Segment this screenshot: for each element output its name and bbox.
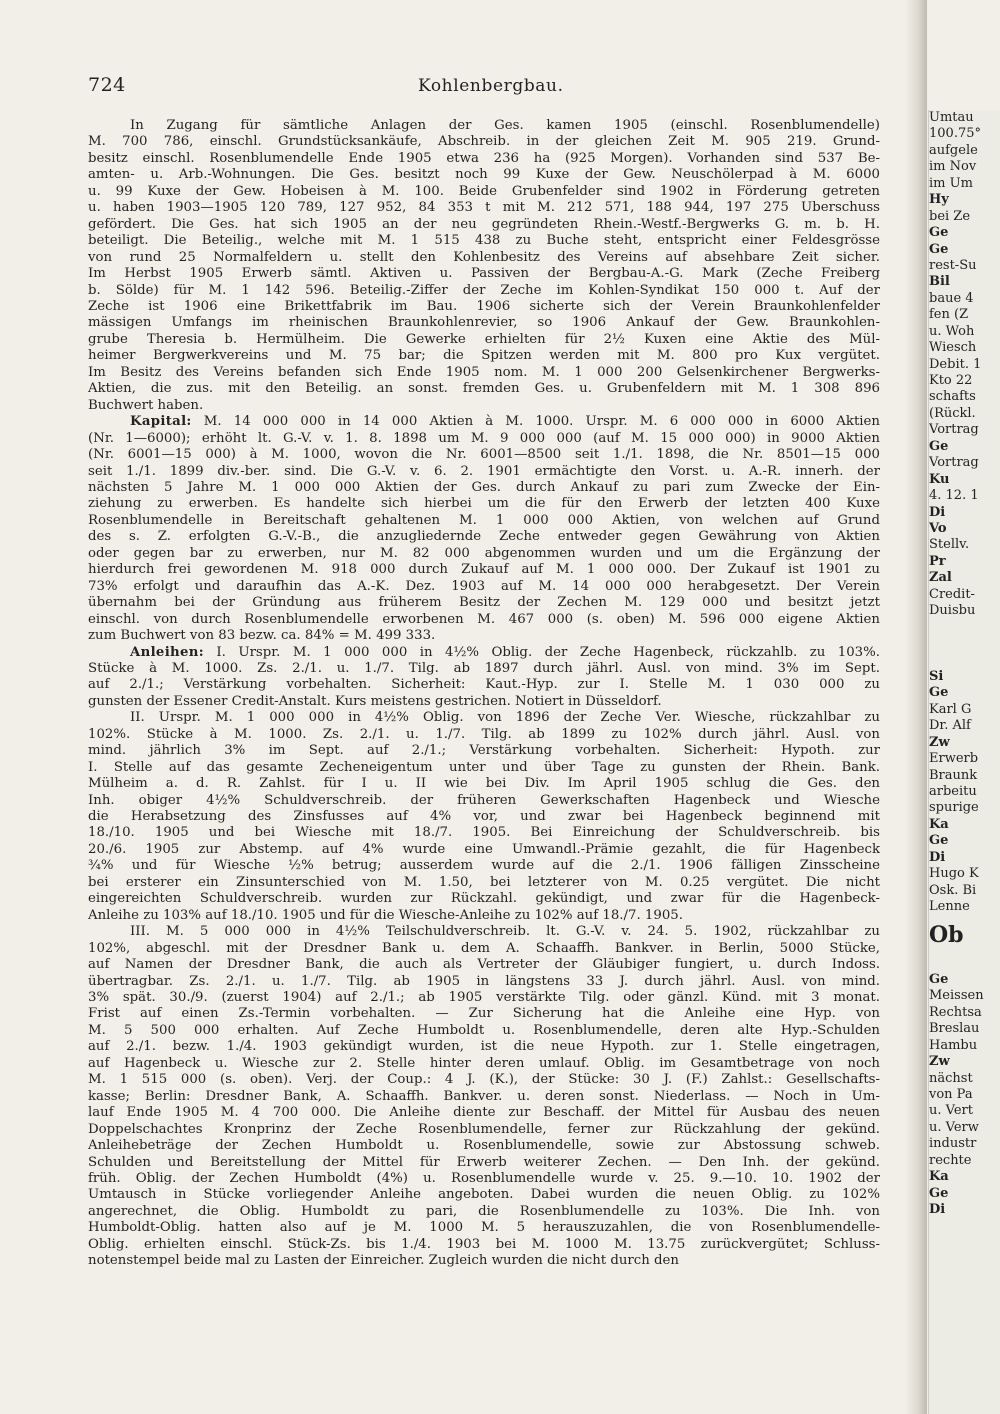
line-text: Doppelschachtes Kronprinz der Zeche Rosenblumendelle, ferner zur Rückzahlung der gekünd. (88, 1121, 880, 1137)
line-text: u. 99 Kuxe der Gew. Hobeisen à M. 100. Beide Grubenfelder sind 1902 in Förderung getreten (88, 183, 880, 199)
strip-line: im Um (929, 175, 973, 191)
strip-line (929, 636, 1000, 652)
strip-line: Di (929, 849, 946, 865)
page-gutter-fold (905, 0, 927, 1414)
line-text: Mülheim a. d. R. Zahlst. für I u. II wie bei Div. Im April 1905 schlug die Ges. den (88, 776, 880, 792)
text-line (88, 1006, 880, 1022)
line-text: Oblig. erhielten einschl. Stück-Zs. bis 1./4. 1903 bei M. 1000 M. 13.75 zurückvergütet; Schluss- (88, 1236, 880, 1252)
text-line (88, 233, 880, 249)
page-header (88, 74, 918, 100)
strip-line: Ge (929, 685, 949, 701)
strip-line: u. Woh (929, 323, 975, 339)
line-text: Aktien, die zus. mit den Beteilig. an sonst. fremden Ges. u. Grubenfeldern mit M. 1 308 896 (88, 381, 880, 397)
text-line (88, 496, 880, 512)
text-line (88, 283, 880, 299)
line-text: b. Sölde) für M. 1 142 596. Beteilig.-Ziffer der Zeche im Kohlen-Syndikat 150 000 t. Auf der (88, 282, 880, 298)
paragraph (88, 414, 880, 644)
text-line (88, 118, 880, 134)
strip-line: Lenne (929, 899, 970, 914)
line-text: Im Besitz des Vereins befanden sich Ende 1905 nom. M. 1 000 200 Gelsenkirchener Bergwerks- (88, 364, 880, 380)
text-line (88, 825, 880, 841)
strip-line: Ge (929, 225, 949, 241)
page-number: 724 (88, 74, 126, 96)
text-line (88, 365, 880, 381)
strip-line: Rechtsa (929, 1004, 982, 1020)
text-line (88, 924, 880, 940)
line-text: u. haben 1903—1905 120 789, 127 952, 84 353 t mit M. 212 571, 188 944, 197 275 Überschuss (88, 200, 880, 216)
line-text: lauf Ende 1905 M. 4 700 000. Die Anleihe diente zur Beschaff. der Mittel für Ausbau des neuen (88, 1105, 880, 1121)
line-text: nächsten 5 Jahre M. 1 000 000 Aktien der Ges. durch Ankauf zu pari zum Zwecke der Ein- (88, 479, 880, 495)
line-text: I. Stelle auf das gesamte Zecheneigentum unter und über Tage zu gunsten der Rhein. Bank. (88, 759, 880, 775)
paragraph (88, 645, 880, 711)
main-text-column (88, 118, 880, 1270)
line-text: die Herabsetzung des Zinsfusses auf 4% vor, und zwar bei Hagenbeck beginnend mit (88, 809, 880, 825)
line-text: Frist auf einen Zs.-Termin vorbehalten. — Zur Sicherung hat die Anleihe eine Hyp. von (88, 1006, 880, 1022)
line-text: 102%. Stücke à M. 1000. Zs. 2./1. u. 1./7. Tilg. ab 1899 zu 102% durch jährl. Ausl. von (88, 726, 880, 742)
text-line (88, 1187, 880, 1203)
line-text: Anleihebeträge der Zechen Humboldt u. Rosenblumendelle, sowie zur Abstossung schweb. (88, 1138, 880, 1154)
strip-line: Hambu (929, 1037, 978, 1053)
text-line (88, 447, 880, 463)
line-text: von rund 25 Normalfeldern u. stellt den Kohlenbesitz des Vereins auf absehbare Zeit sicher. (88, 249, 880, 265)
strip-line: (Rückl. (929, 405, 976, 421)
line-text: III. M. 5 000 000 in 4½% Teilschuldverschreib. lt. G.-V. v. 24. 5. 1902, rückzahlbar zu (130, 924, 880, 940)
text-line (88, 645, 880, 661)
line-text: Anleihe zu 103% auf 18./10. 1905 und für die Wiesche-Anleihe zu 102% auf 18./7. 1905. (88, 907, 683, 923)
strip-line: aufgele (929, 142, 978, 158)
running-title: Kohlenbergbau. (418, 76, 564, 96)
text-line (88, 464, 880, 480)
text-line (88, 217, 880, 233)
line-text: gunsten der Essener Credit-Anstalt. Kurs meistens gestrichen. Notiert in Düsseldorf. (88, 693, 662, 709)
strip-line: Debit. 1 (929, 356, 982, 372)
strip-line: Erwerb (929, 751, 979, 767)
text-line (88, 480, 880, 496)
line-text: besitz einschl. Rosenblumendelle Ende 1905 etwa 236 ha (925 Morgen). Vorhanden sind 537 Be- (88, 150, 880, 166)
line-text: des s. Z. erfolgten G.-V.-B., die anzugliedernde Zeche entweder gegen Gewährung von Aktien (88, 529, 880, 545)
strip-line: Ge (929, 438, 949, 454)
line-text: Humboldt-Oblig. hatten also auf je M. 1000 M. 5 herauszuzahlen, die von Rosenblumendelle- (88, 1220, 880, 1236)
text-line (88, 661, 880, 677)
strip-line: u. Vert (929, 1103, 973, 1119)
line-text: In Zugang für sämtliche Anlagen der Ges. kamen 1905 (einschl. Rosenblumendelle) (130, 118, 880, 133)
line-text: oder gegen bar zu erwerben, nur M. 82 000 abgenommen wurden und um die Ergänzung der (88, 545, 880, 561)
text-line (88, 348, 880, 364)
line-text: Schulden und Bereitstellung der Mittel für Erwerb weiterer Zechen. — Den Inh. der gekünd. (88, 1154, 880, 1170)
strip-line: Kto 22 (929, 373, 973, 388)
text-line (88, 1105, 880, 1121)
text-line (88, 908, 880, 924)
line-text: 102%, abgeschl. mit der Dresdner Bank u. dem A. Schaaffh. Bankver. in Berlin, 5000 Stücke, (88, 940, 880, 956)
text-line (88, 1138, 880, 1154)
section-label: Kapital: (130, 414, 192, 430)
line-text: Zeche ist 1906 eine Brikettfabrik im Bau. 1906 sicherte sich der Verein Braunkohlenfelder (88, 298, 880, 314)
strip-line: nächst (929, 1070, 973, 1086)
text-line (88, 957, 880, 973)
strip-line (929, 955, 1000, 971)
text-line (88, 694, 880, 710)
text-line (88, 332, 880, 348)
line-text: auf 2./1. bezw. 1./4. 1903 gekündigt wurden, ist die neue Hypoth. zur 1. Stelle eingetragen, (88, 1039, 880, 1055)
text-line (88, 299, 880, 315)
text-line (88, 776, 880, 792)
strip-line: u. Verw (929, 1119, 979, 1135)
strip-line: rechte (929, 1152, 972, 1168)
strip-line: Credit- (929, 586, 975, 602)
line-text: Buchwert haben. (88, 397, 204, 413)
line-text: ziehung zu erwerben. Es handelte sich hierbei um die für den Erwerb der letzten 400 Kuxe (88, 496, 880, 512)
section-label: Anleihen: (130, 644, 204, 660)
text-line (88, 974, 880, 990)
paragraph (88, 710, 880, 924)
text-line (88, 579, 880, 595)
text-line (88, 990, 880, 1006)
strip-line: Di (929, 504, 946, 520)
strip-line: Vo (929, 520, 947, 536)
text-line (88, 134, 880, 150)
strip-line: Si (929, 668, 944, 684)
line-text: mässigen Umfangs im rheinischen Braunkohlenrevier, so 1906 Ankauf der Gew. Braunkohlen- (88, 315, 880, 331)
text-line (88, 562, 880, 578)
line-text: mind. jährlich 3% im Sept. auf 2./1.; Verstärkung vorbehalten. Sicherheit: Hypoth. zur (88, 743, 880, 759)
line-text: einschl. von durch Rosenblumendelle erworbenen M. 467 000 (s. oben) M. 596 000 eigene Aktien (88, 611, 880, 627)
line-text: Umtausch in Stücke vorliegender Anleihe angeboten. Dabei wurden die neuen Oblig. zu 102% (88, 1187, 880, 1203)
text-line (88, 628, 880, 644)
line-text: Inh. obiger 4½% Schuldverschreib. der früheren Gewerkschaften Hagenbeck und Wiesche (88, 792, 880, 808)
text-line (88, 151, 880, 167)
strip-line: Braunk (929, 767, 978, 783)
strip-line: von Pa (929, 1086, 973, 1102)
line-text: M. 5 500 000 erhalten. Auf Zeche Humboldt u. Rosenblumendelle, deren alte Hyp.-Schulden (88, 1022, 880, 1038)
strip-line: baue 4 (929, 290, 974, 306)
line-text: amten- u. Arb.-Wohnungen. Die Ges. besitzt noch 99 Kuxe der Gew. Neuschölerpad à M. 6000 (88, 167, 880, 183)
text-line (88, 793, 880, 809)
strip-line: Dr. Alf (929, 718, 971, 734)
strip-line: Bil (929, 274, 950, 290)
line-text: früh. Oblig. der Zechen Humboldt (4%) u. Rosenblumendelle wurde v. 25. 9.—10. 10. 1902 der (88, 1171, 880, 1186)
text-line (88, 1023, 880, 1039)
text-line (88, 677, 880, 693)
text-line (88, 1237, 880, 1253)
text-line (88, 1089, 880, 1105)
line-text: gefördert. Die Ges. hat sich 1905 an der neu gegründeten Rhein.-Westf.-Bergwerks G. m. b. H. (88, 216, 880, 232)
strip-line: Ob (929, 922, 964, 949)
strip-line: arbeitu (929, 783, 977, 799)
text-line (88, 875, 880, 891)
line-text: übernahm bei der Gründung aus früherem Besitz der Zechen M. 129 000 und besitzt jetzt (88, 595, 880, 611)
line-text: auf Namen der Dresdner Bank, die auch als Vertreter der Gläubiger fungiert, u. durch Indoss. (88, 957, 880, 973)
text-line (88, 858, 880, 874)
adjacent-page-strip (928, 110, 1000, 1414)
text-line (88, 167, 880, 183)
strip-line: Ka (929, 1169, 949, 1185)
line-text: grube Theresia b. Hermülheim. Die Gewerke erhielten für 2½ Kuxen eine Aktie des Mül- (88, 331, 880, 347)
strip-line: Karl G (929, 701, 972, 717)
line-text: zum Buchwert von 83 bezw. ca. 84% = M. 499 333. (88, 628, 436, 644)
line-text: Im Herbst 1905 Erwerb sämtl. Aktiven u. Passiven der Bergbau-A.-G. Mark (Zeche Freiberg (88, 266, 880, 282)
text-line (88, 727, 880, 743)
strip-line: Ku (929, 471, 950, 487)
text-line (88, 1039, 880, 1055)
line-text: hierdurch frei gewordenen M. 918 000 durch Zukauf auf M. 1 000 000. Der Zukauf ist 1901 zu (88, 562, 880, 578)
strip-line: Wiesch (929, 340, 977, 356)
line-text: eingereichten Schuldverschreib. wurden zur Rückzahl. gekündigt, und zwar für die Hagenbeck- (88, 891, 880, 907)
text-line (88, 1253, 880, 1269)
strip-line: Breslau (929, 1021, 980, 1037)
text-line (88, 760, 880, 776)
strip-line: Ge (929, 241, 949, 257)
text-line (88, 891, 880, 907)
line-text: 20./6. 1905 zur Abstemp. auf 4% wurde eine Umwandl.-Prämie gezahlt, die für Hagenbeck (88, 841, 880, 857)
text-line (88, 1220, 880, 1236)
text-line (88, 315, 880, 331)
line-text: seit 1./1. 1899 div.-ber. sind. Die G.-V. v. 6. 2. 1901 ermächtigte den Vorst. u. A.-R. innerh. der (88, 463, 880, 479)
text-line (88, 200, 880, 216)
strip-line: Stellv. (929, 537, 970, 553)
line-text: M. 700 786, einschl. Grundstücksankäufe, Abschreib. in der gleichen Zeit M. 905 219. Grund- (88, 134, 880, 150)
text-line (88, 398, 880, 414)
strip-line: Ka (929, 816, 949, 832)
text-line (88, 1056, 880, 1072)
text-line (88, 184, 880, 200)
strip-line: bei Ze (929, 208, 971, 224)
line-text: (Nr. 6001—15 000) à M. 1000, wovon die Nr. 6001—8500 seit 1./1. 1898, die Nr. 8501—15 000 (88, 447, 880, 463)
strip-line: Zal (929, 570, 952, 586)
strip-line: 4. 12. 1 (929, 488, 979, 504)
strip-line: spurige (929, 800, 979, 816)
strip-line: Ge (929, 833, 949, 849)
line-text: Stücke à M. 1000. Zs. 2./1. u. 1./7. Tilg. ab 1897 durch jährl. Ausl. von mind. 3% im Sept. (88, 660, 880, 676)
paragraph (88, 118, 880, 414)
strip-line: Ge (929, 971, 949, 987)
strip-line: schafts (929, 389, 976, 405)
text-line (88, 529, 880, 545)
line-text: (Nr. 1—6000); erhöht lt. G.-V. v. 1. 8. 1898 um M. 9 000 000 (auf M. 15 000 000) in 9000 Aktien (88, 430, 880, 446)
line-text: 3% spät. 30./9. (zuerst 1904) auf 2./1.; ab 1905 verstärkte Tilg. oder gänzl. Künd. mit 3 monat. (88, 990, 880, 1006)
strip-line: Osk. Bi (929, 882, 977, 898)
text-line (88, 1171, 880, 1187)
text-line (88, 414, 880, 430)
strip-line: fen (Z (929, 307, 969, 323)
line-text: beteiligt. Die Beteilig., welche mit M. 1 515 438 zu Buche steht, entspricht einer Feldesgrösse (88, 233, 880, 249)
strip-line: rest-Su (929, 257, 977, 273)
line-text: auf Hagenbeck u. Wiesche zur 2. Stelle hinter deren umlauf. Oblig. im Gesamtbetrage von noch (88, 1055, 880, 1071)
paragraph (88, 924, 880, 1270)
text-line (88, 710, 880, 726)
text-line (88, 595, 880, 611)
text-line (88, 1204, 880, 1220)
line-text: bei ersterer ein Zinsunterschied von M. 1.50, bei letzterer von M. 0.25 vergütet. Die nicht (88, 874, 880, 890)
text-line (88, 743, 880, 759)
line-text: Rosenblumendelle in Bereitschaft gehaltenen M. 1 000 000 Aktien, von welchen auf Grund (88, 512, 880, 528)
strip-line: Vortrag (929, 455, 979, 471)
line-text: kasse; Berlin: Dresdner Bank, A. Schaaffh. Bankver. u. deren sonst. Niederlass. — Noch in Um- (88, 1088, 880, 1104)
line-text: II. Urspr. M. 1 000 000 in 4½% Oblig. von 1896 der Zeche Ver. Wiesche, rückzahlbar zu (130, 710, 880, 726)
line-text: heimer Bergwerkvereins und M. 75 bar; die Spitzen werden mit M. 800 pro Kux vergütet. (88, 348, 880, 364)
text-line (88, 513, 880, 529)
text-line (88, 546, 880, 562)
strip-line: Umtau (929, 110, 974, 125)
strip-line: Di (929, 1202, 946, 1217)
text-line (88, 1072, 880, 1088)
line-text: M. 1 515 000 (s. oben). Verj. der Coup.: 4 J. (K.), der Stücke: 30 J. (F.) Zahlst.: Gesellschafts- (88, 1072, 880, 1088)
line-text: M. 14 000 000 in 14 000 Aktien à M. 1000. Urspr. M. 6 000 000 in 6000 Aktien (191, 414, 880, 430)
text-line (88, 941, 880, 957)
line-text: übertragbar. Zs. 2./1. u. 1./7. Tilg. ab 1905 in längstens 33 J. durch jährl. Ausl. von mind. (88, 973, 880, 989)
text-line (88, 842, 880, 858)
strip-line: industr (929, 1136, 977, 1152)
text-line (88, 250, 880, 266)
strip-line: im Nov (929, 159, 977, 175)
strip-line: Ge (929, 1185, 949, 1201)
line-text: 73% erfolgt und daraufhin das A.-K. Dez. 1903 auf M. 14 000 000 herabgesetzt. Der Verein (88, 578, 880, 594)
strip-line: Zw (929, 734, 950, 750)
text-line (88, 809, 880, 825)
text-line (88, 1155, 880, 1171)
strip-line: Pr (929, 553, 946, 569)
strip-line: 100.75° (929, 126, 981, 142)
line-text: notenstempel beide mal zu Lasten der Einreicher. Zugleich wurden die nicht durch den (88, 1253, 679, 1269)
strip-line: Duisbu (929, 603, 976, 619)
strip-line: Hy (929, 192, 949, 208)
strip-line: Meissen (929, 988, 984, 1004)
text-line (88, 1122, 880, 1138)
line-text: auf 2./1.; Verstärkung vorbehalten. Sicherheit: Kaut.-Hyp. zur I. Stelle M. 1 030 000 zu (88, 677, 880, 693)
text-line (88, 431, 880, 447)
line-text: angerechnet, die Oblig. Humboldt zu pari, die Rosenblumendelle zu 103%. Die Inh. von (88, 1203, 880, 1219)
line-text: 18./10. 1905 und bei Wiesche mit 18./7. 1905. Bei Einreichung der Schuldverschreib. bis (88, 825, 880, 841)
strip-line: Vortrag (929, 422, 979, 438)
text-line (88, 381, 880, 397)
text-line (88, 612, 880, 628)
strip-line: Zw (929, 1054, 950, 1070)
text-line (88, 266, 880, 282)
strip-line (929, 652, 1000, 668)
line-text: ¾% und für Wiesche ½% betrug; ausserdem wurde auf die 2./1. 1906 fälligen Zinsscheine (88, 858, 880, 874)
strip-line (929, 620, 1000, 636)
line-text: I. Urspr. M. 1 000 000 in 4½% Oblig. der Zeche Hagenbeck, rückzahlb. zu 103%. (203, 644, 880, 660)
strip-line: Hugo K (929, 866, 979, 882)
